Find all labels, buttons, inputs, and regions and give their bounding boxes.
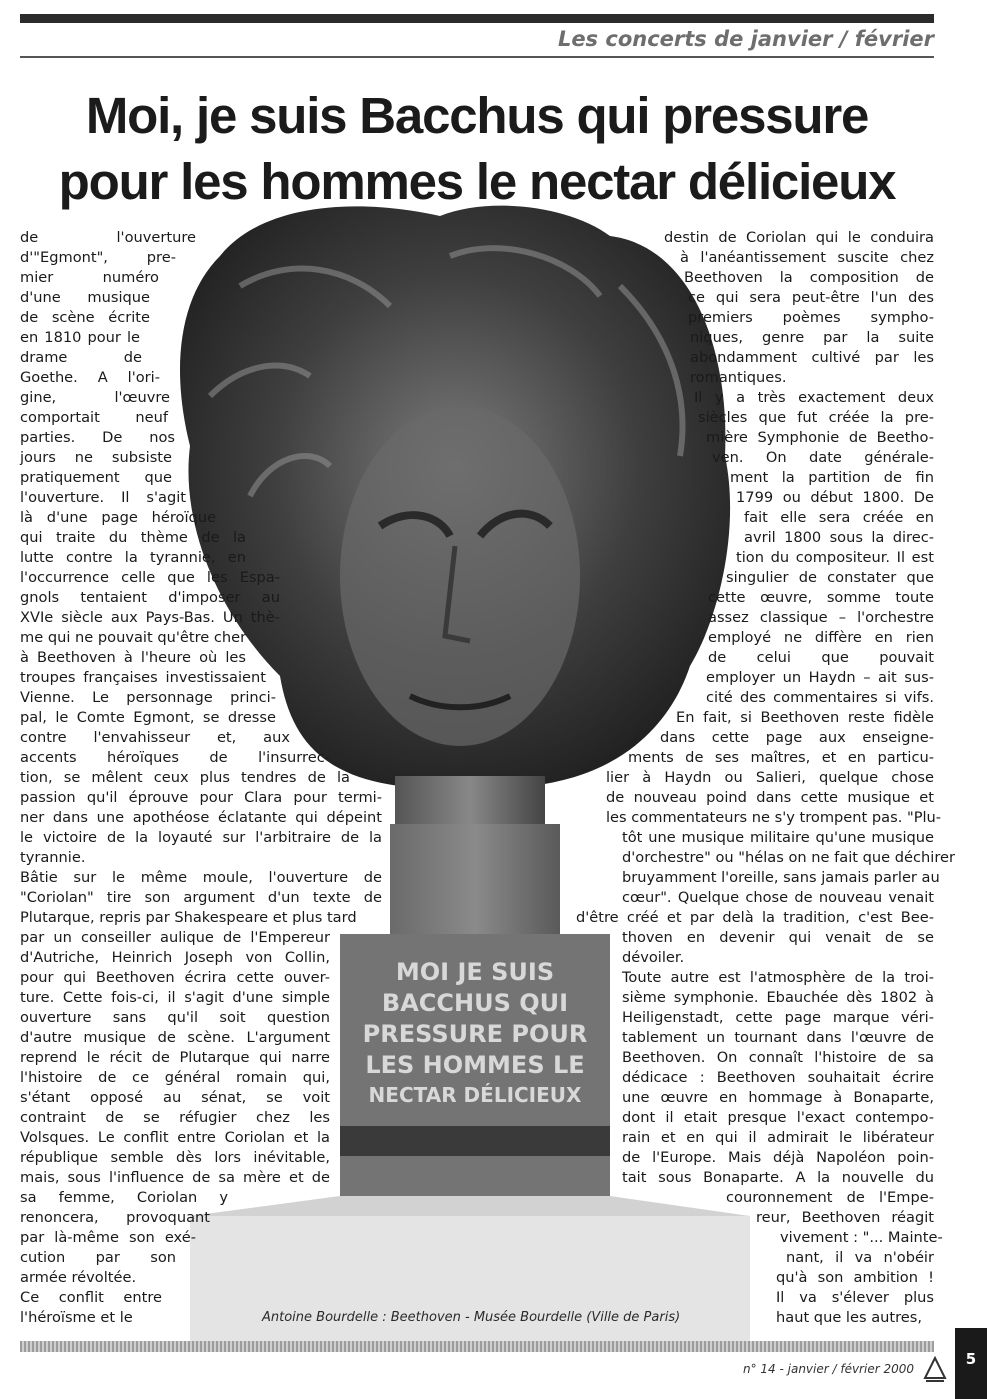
right-column-line: dédicace : Beethoven souhaitait écrire	[622, 1069, 934, 1086]
left-column-line: troupes françaises investissaient	[20, 669, 266, 686]
left-column-line: mier numéro	[20, 269, 159, 286]
left-column-line: l'héroïsme et le	[20, 1309, 133, 1326]
publisher-logo-icon	[922, 1356, 948, 1386]
left-column-line: jours ne subsiste	[20, 449, 172, 466]
left-column-line: lutte contre la tyrannie, en	[20, 549, 246, 566]
right-column-line: lier à Haydn ou Salieri, quelque chose	[606, 769, 934, 786]
right-column-line: sième symphonie. Ebauchée dès 1802 à	[622, 989, 934, 1006]
left-column-line: comportait neuf	[20, 409, 168, 426]
right-column-line: à l'anéantissement suscite chez	[680, 249, 934, 266]
left-column-line: le victoire de la loyauté sur l'arbitraire de la	[20, 829, 382, 846]
right-column-line: Il y a très exactement deux	[694, 389, 934, 406]
right-column-line: Heiligenstadt, cette page marque véri-	[622, 1009, 934, 1026]
inscription-text	[363, 958, 588, 1107]
left-column-line: Bâtie sur le même moule, l'ouverture de	[20, 869, 382, 886]
left-column-line: armée révoltée.	[20, 1269, 137, 1286]
left-column-line: l'histoire de ce général romain qui,	[20, 1069, 330, 1086]
left-column-line: s'étant opposé au sénat, se voit	[20, 1089, 330, 1106]
right-column-line: assez classique – l'orchestre	[708, 609, 934, 626]
right-column-line: une œuvre en hommage à Bonaparte,	[622, 1089, 934, 1106]
left-column-line: ture. Cette fois-ci, il s'agit d'une simple	[20, 989, 330, 1006]
right-column-line: tion du compositeur. Il est	[736, 549, 934, 566]
left-column-line: passion qu'il éprouve pour Clara pour termi-	[20, 789, 382, 806]
left-column-line: de scène écrite	[20, 309, 150, 326]
left-column-line: d'Autriche, Heinrich Joseph von Collin,	[20, 949, 330, 966]
right-column-line: mière Symphonie de Beetho-	[706, 429, 934, 446]
right-column-line: dont il etait presque l'exact contempo-	[622, 1109, 934, 1126]
left-column-line: d'autre musique de scène. L'argument	[20, 1029, 330, 1046]
right-column-line: nant, il va n'obéir	[786, 1249, 934, 1266]
right-column-line: ments de ses maîtres, et en particu-	[628, 749, 934, 766]
right-column-line: Toute autre est l'atmosphère de la troi-	[622, 969, 934, 986]
right-column-line: avril 1800 sous la direc-	[744, 529, 934, 546]
right-column-line: couronnement de l'Empe-	[726, 1189, 934, 1206]
right-column-line: rain et en qui il admirait le libérateur	[622, 1129, 934, 1146]
right-column-line: destin de Coriolan qui le conduira	[664, 229, 934, 246]
right-column-line: cette œuvre, somme toute	[708, 589, 934, 606]
left-column-line: qui traite du thème de la	[20, 529, 246, 546]
right-column-line: cité des commentaires si vifs.	[706, 689, 934, 706]
right-column-line: fait elle sera créée en	[744, 509, 934, 526]
left-column-line: l'occurrence celle que les Espa-	[20, 569, 280, 586]
right-column-line: Il va s'élever plus	[776, 1289, 934, 1306]
right-column-line: 1799 ou début 1800. De	[736, 489, 934, 506]
left-column-line: cution par son	[20, 1249, 176, 1266]
top-bar	[20, 14, 934, 23]
section-title: Les concerts de janvier / février	[557, 27, 934, 51]
page-number: 5	[955, 1328, 987, 1399]
right-column-line: cœur". Quelque chose de nouveau venait	[622, 889, 934, 906]
right-column-line: vivement : "... Mainte-	[780, 1229, 943, 1246]
right-column-line: dévoiler.	[622, 949, 685, 966]
right-column-line: de l'Europe. Mais déjà Napoléon poin-	[622, 1149, 934, 1166]
right-column-line: romantiques.	[690, 369, 787, 386]
right-column-line: tablement un tournant dans l'œuvre de	[622, 1029, 934, 1046]
right-column-line: ce qui sera peut-être l'un des	[688, 289, 934, 306]
right-column-line: tait sous Bonaparte. A la nouvelle du	[622, 1169, 934, 1186]
left-column-line: XVIe siècle aux Pays-Bas. Un thè-	[20, 609, 280, 626]
left-column-line: Goethe. A l'ori-	[20, 369, 160, 386]
left-column-line: d'une musique	[20, 289, 150, 306]
left-column-line: république semble dès lors inévitable,	[20, 1149, 330, 1166]
right-column-line: tôt une musique militaire qu'une musique	[622, 829, 934, 846]
right-column-line: haut que les autres,	[776, 1309, 923, 1326]
left-column-line: ouverture sans qu'il soit question	[20, 1009, 330, 1026]
left-column-line: Vienne. Le personnage princi-	[20, 689, 276, 706]
left-column-line: l'ouverture. Il s'agit	[20, 489, 186, 506]
left-column-line: Plutarque, repris par Shakespeare et plus tard	[20, 909, 357, 926]
right-column-line: siècles que fut créée la pre-	[698, 409, 934, 426]
left-column-line: pal, le Comte Egmont, se dresse	[20, 709, 276, 726]
left-column-line: d'"Egmont", pre-	[20, 249, 176, 266]
right-column-line: d'être créé et par delà la tradition, c'est Bee-	[576, 909, 934, 926]
right-column-line: thoven en devenir qui venait de se	[622, 929, 934, 946]
left-column-line: à Beethoven à l'heure où les	[20, 649, 246, 666]
svg-text:NECTAR DÉLICIEUX: NECTAR DÉLICIEUX	[368, 1083, 582, 1107]
headline-line-1: Moi, je suis Bacchus qui pressure	[85, 87, 869, 144]
right-column-line: qu'à son ambition !	[776, 1269, 934, 1286]
left-column-line: pour qui Beethoven écrira cette ouver-	[20, 969, 330, 986]
left-column-line: renoncera, provoquant	[20, 1209, 210, 1226]
left-column-line: reprend le récit de Plutarque qui narre	[20, 1049, 330, 1066]
headline-line-2: pour les hommes le nectar délicieux	[58, 153, 896, 210]
svg-text:BACCHUS QUI: BACCHUS QUI	[381, 989, 569, 1017]
right-column-line: ment la partition de fin	[730, 469, 934, 486]
right-column-line: En fait, si Beethoven reste fidèle	[676, 709, 934, 726]
left-column-line: me qui ne pouvait qu'être cher	[20, 629, 247, 646]
left-column-line: par un conseiller aulique de l'Empereur	[20, 929, 330, 946]
svg-text:MOI JE SUIS: MOI JE SUIS	[395, 958, 555, 986]
right-column-line: employer un Haydn – ait sus-	[706, 669, 934, 686]
right-column-line: Beethoven. On connaît l'histoire de sa	[622, 1049, 934, 1066]
left-column-line: ner dans une apothéose éclatante qui dépeint	[20, 809, 382, 826]
left-column-line: tion, se mêlent ceux plus tendres de la	[20, 769, 350, 786]
left-column-line: drame de	[20, 349, 142, 366]
right-column-line: d'orchestre" ou "hélas on ne fait que déchirer	[622, 849, 956, 866]
right-column-line: abondamment cultivé par les	[690, 349, 934, 366]
left-column-line: mais, sous l'influence de sa mère et de	[20, 1169, 330, 1186]
right-column-line: Beethoven la composition de	[684, 269, 934, 286]
right-column-line: ven. On date générale-	[712, 449, 934, 466]
left-column-line: contraint de se réfugier chez les	[20, 1109, 330, 1126]
header-rule	[20, 56, 934, 58]
left-column-line: là d'une page héroïque	[20, 509, 216, 526]
right-column-line: bruyamment l'oreille, sans jamais parler au	[622, 869, 940, 886]
left-column-line: en 1810 pour le	[20, 329, 140, 346]
left-column-line: tyrannie.	[20, 849, 86, 866]
left-column-line: contre l'envahisseur et, aux	[20, 729, 290, 746]
left-column-line: gnols tentaient d'imposer au	[20, 589, 280, 606]
left-column-line: Volsques. Le conflit entre Coriolan et la	[20, 1129, 330, 1146]
left-column-line: Ce conflit entre	[20, 1289, 162, 1306]
right-column-line: reur, Beethoven réagit	[756, 1209, 934, 1226]
left-column-line: parties. De nos	[20, 429, 175, 446]
svg-text:LES HOMMES LE: LES HOMMES LE	[365, 1051, 585, 1079]
left-column-line: de l'ouverture	[20, 229, 196, 246]
right-column-line: premiers poèmes sympho-	[688, 309, 934, 326]
right-column-line: dans cette page aux enseigne-	[660, 729, 934, 746]
left-column-line: accents héroïques de l'insurrec-	[20, 749, 330, 766]
right-column-line: niques, genre par la suite	[690, 329, 934, 346]
right-column-line: de nouveau poind dans cette musique et	[606, 789, 934, 806]
svg-text:PRESSURE POUR: PRESSURE POUR	[362, 1020, 588, 1048]
right-column-line: employé ne diffère en rien	[708, 629, 934, 646]
left-column-line: sa femme, Coriolan y	[20, 1189, 228, 1206]
bottom-band	[20, 1341, 934, 1352]
right-column-line: de celui que pouvait	[708, 649, 934, 666]
left-column-line: gine, l'œuvre	[20, 389, 170, 406]
footer-issue: n° 14 - janvier / février 2000	[742, 1362, 914, 1376]
right-column-line: les commentateurs ne s'y trompent pas. "Plu-	[606, 809, 942, 826]
left-column-line: par là-même son exé-	[20, 1229, 196, 1246]
left-column-line: pratiquement que	[20, 469, 172, 486]
right-column-line: singulier de constater que	[726, 569, 934, 586]
left-column-line: "Coriolan" tire son argument d'un texte de	[20, 889, 382, 906]
photo-caption: Antoine Bourdelle : Beethoven - Musée Bourdelle (Ville de Paris)	[262, 1310, 681, 1325]
